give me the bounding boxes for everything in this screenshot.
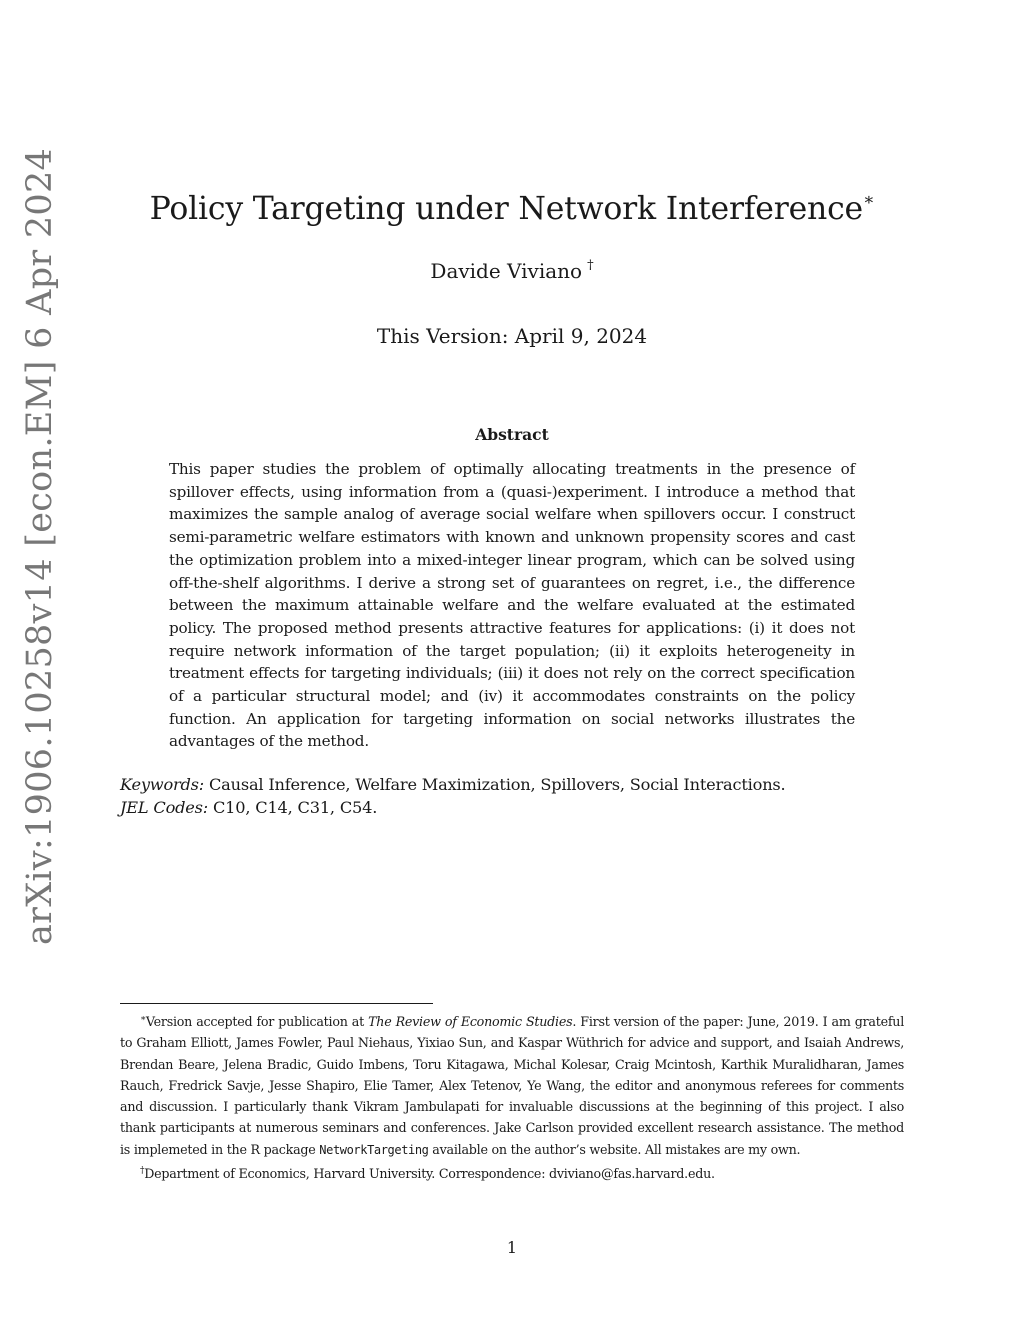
paper-title-text: Policy Targeting under Network Interference	[149, 191, 863, 227]
keywords-block	[120, 774, 910, 819]
footnote-divider	[120, 1003, 433, 1004]
footnote-version-text-a: Version accepted for publication at	[145, 1014, 369, 1029]
keywords-line	[120, 774, 910, 797]
abstract-body: This paper studies the problem of optimally allocating treatments in the presence of spillover effects, using information from a (quasi-)experiment. I introduce a method that maximizes the sample analog of average social welfare when spillovers occur. I construct semi-parametric welfare estimators with known and unknown propensity scores and cast the optimization problem into a mixed-integer linear program, which can be solved using off-the-shelf algorithms. I derive a strong set of guarantees on regret, i.e., the difference between the maximum attainable welfare and the welfare evaluated at the estimated policy. The proposed method presents attractive features for applications: (i) it does not require network information of the target population; (ii) it exploits heterogeneity in treatment effects for targeting individuals; (iii) it does not rely on the correct specification of a particular structural model; and (iv) it accommodates constraints on the policy function. An application for targeting information on social networks illustrates the advantages of the method.	[169, 460, 855, 751]
footnote-version-text-c: available on the author’s website. All mistakes are my own.	[428, 1141, 801, 1157]
abstract-heading: Abstract	[475, 425, 549, 444]
author-footnote-marker[interactable]: †	[587, 258, 594, 273]
footnote-version-marker: ∗	[140, 1014, 146, 1024]
footnote-journal-name: The Review of Economic Studies	[368, 1014, 573, 1029]
keywords-label: Keywords:	[120, 775, 205, 794]
footnote-package-name: NetworkTargeting	[319, 1142, 429, 1157]
keywords-value: Causal Inference, Welfare Maximization, Spillovers, Social Interactions.	[209, 775, 786, 794]
paper-title	[0, 190, 1024, 227]
arxiv-identifier-stamp: arXiv:1906.10258v14 [econ.EM] 6 Apr 2024	[20, 147, 60, 945]
footnote-version-text-b: . First version of the paper: June, 2019. I am grateful to Graham Elliott, James Fowler, Paul Niehaus, Yixiao Sun, and Kaspar Wüthrich for advice and support, and Isaiah Andrews, Brendan Beare, Jelena Bradic, Guido Imbens, Toru Kitagawa, Michal Kolesar, Craig Mcintosh, Karthik Muralidharan, James Rauch, Fredrick Savje, Jesse Shapiro, Elie Tamer, Alex Tetenov, Ye Wang, the editor and anonymous referees for comments and discussion. I particularly thank Vikram Jambulapati for invaluable discussions at the beginning of this project. I also thank participants at numerous seminars and conferences. Jake Carlson provided excellent research assistance. The method is implemeted in the R package	[120, 1014, 905, 1157]
jel-codes-label: JEL Codes:	[120, 797, 209, 817]
footnotes	[120, 1009, 904, 1184]
author-name: Davide Viviano	[430, 259, 583, 283]
footnote-affiliation-marker: †	[140, 1166, 145, 1177]
version-date: This Version: April 9, 2024	[376, 324, 648, 348]
author-line	[0, 258, 1024, 283]
footnote-affiliation	[120, 1161, 904, 1184]
footnote-affiliation-text: Department of Economics, Harvard University. Correspondence: dviviano@fas.harvard.edu.	[144, 1166, 715, 1182]
page-number: 1	[506, 1238, 518, 1257]
jel-codes-line	[120, 797, 910, 820]
title-footnote-marker[interactable]: ∗	[863, 190, 875, 210]
footnote-version	[120, 1009, 904, 1161]
jel-codes-value: C10, C14, C31, C54.	[213, 797, 378, 817]
